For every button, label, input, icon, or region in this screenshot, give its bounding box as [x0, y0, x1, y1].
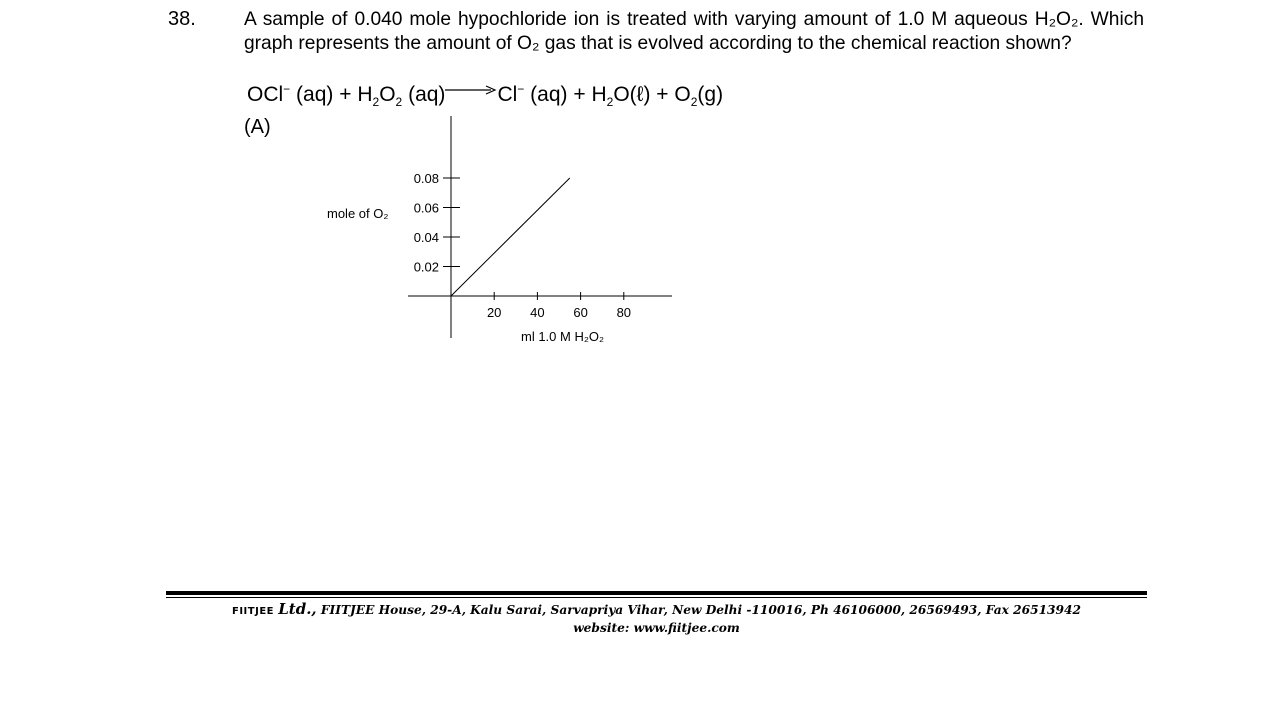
y-tick-label: 0.08 — [413, 171, 439, 186]
series-line — [451, 178, 570, 296]
eq-product3: O — [674, 83, 691, 106]
y-tick-label: 0.06 — [413, 200, 439, 216]
eq-reactant1-charge: − — [283, 82, 291, 96]
y-tick-label: 0.04 — [413, 230, 439, 245]
eq-product1: Cl — [497, 83, 518, 106]
eq-product3-state: (g) — [697, 83, 724, 106]
eq-reactant2-mid: O — [379, 83, 396, 106]
eq-plus: + — [656, 83, 669, 106]
eq-product2-sub: 2 — [606, 95, 614, 110]
series — [451, 178, 570, 296]
eq-reactant2-state: (aq) — [408, 83, 446, 106]
eq-reactant2-sub2: 2 — [395, 95, 403, 110]
eq-reactant1: OCl — [247, 83, 284, 106]
eq-product2: H — [591, 83, 607, 106]
eq-plus: + — [339, 83, 352, 106]
option-label: (A) — [244, 116, 271, 138]
eq-product1-state: (aq) — [530, 83, 568, 106]
x-tick-label: 80 — [616, 305, 632, 320]
x-axis-title: ml 1.0 M H₂O₂ — [521, 329, 605, 344]
eq-product2-mid: O — [613, 83, 630, 106]
question-number: 38. — [168, 8, 196, 30]
footer-brand-logo: FIITJEE — [232, 606, 274, 617]
footer-address-line — [166, 601, 1147, 620]
eq-product1-charge: − — [517, 82, 525, 96]
footer-website: website: www.fiitjee.com — [573, 621, 740, 635]
x-tick-label: 40 — [530, 305, 545, 320]
y-tick-label: 0.02 — [413, 259, 439, 275]
eq-reactant2: H — [357, 83, 373, 106]
footer-rule-thin — [166, 597, 1147, 598]
footer-ltd: Ltd., — [278, 600, 317, 618]
footer — [166, 601, 1147, 636]
footer-address: FIITJEE House, 29-A, Kalu Sarai, Sarvapriya Vihar, New Delhi -110016, Ph 46106000, 26569493, Fax 26513942 — [320, 603, 1081, 617]
y-ticks — [414, 171, 460, 275]
x-tick-label: 60 — [573, 305, 588, 320]
question-text: A sample of 0.040 mole hypochloride ion is treated with varying amount of 1.0 M aqueous H₂O₂. Which graph represents the amount of O₂ gas that is evolved according to the chemical reaction shown? — [244, 9, 1144, 54]
eq-product2-state: (ℓ) — [629, 83, 651, 106]
eq-reactant2-sub1: 2 — [372, 95, 380, 110]
eq-plus: + — [573, 83, 586, 106]
x-tick-label: 20 — [486, 305, 502, 320]
footer-rule — [166, 591, 1147, 595]
y-axis-title: mole of O₂ — [327, 206, 389, 221]
eq-product3-sub: 2 — [690, 95, 698, 110]
eq-reactant1-state: (aq) — [296, 83, 334, 106]
